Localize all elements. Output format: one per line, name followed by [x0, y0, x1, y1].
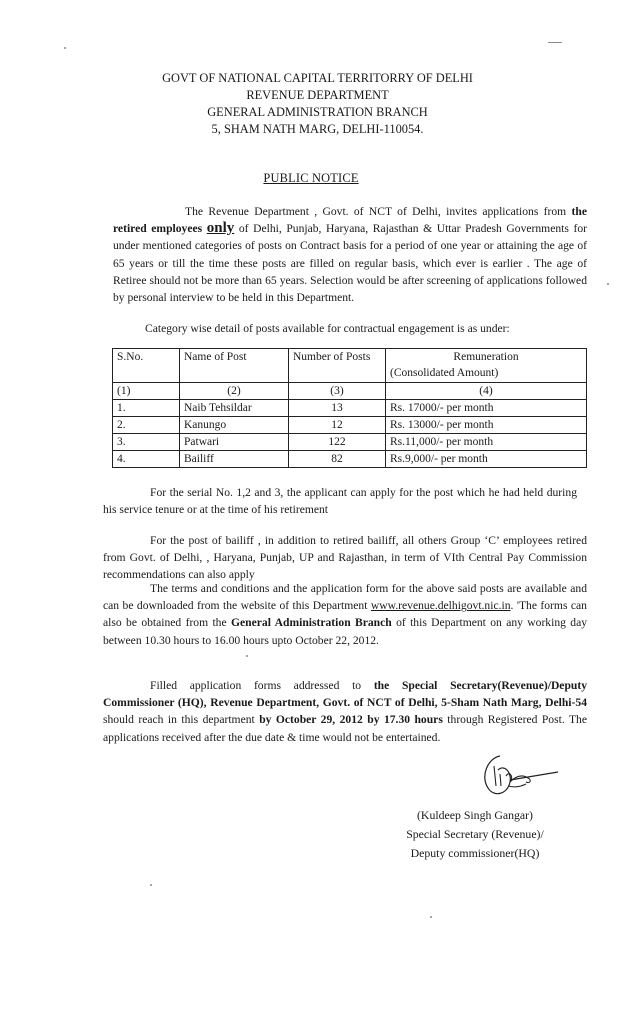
- colnum-2: (2): [180, 383, 289, 400]
- intro-only: only: [206, 220, 235, 237]
- header-remuneration: [386, 349, 587, 383]
- serial-paragraph: [103, 484, 577, 518]
- intro-part2: of Delhi, Punjab, Haryana, Rajasthan & Uttar Pradesh Governments for under mentioned categories of posts on Contract basis for a period of one year or attaining the age of 65 years or till the time these posts are filled on regular basis, which ever is earlier . The age of Retiree should not be more than 65 years. Selection would be after screening of applications followed by personal interview to be held in this Department.: [113, 222, 587, 305]
- signatory-title1: Special Secretary (Revenue)/: [406, 827, 544, 841]
- terms-branch: General Administration Branch: [231, 616, 392, 630]
- header-remuneration-label: Remuneration: [453, 351, 519, 363]
- scan-speck: [548, 42, 562, 43]
- terms-part1: The terms and conditions and the application form for the above said posts are available and can be downloaded from the website of this Department: [103, 582, 587, 613]
- header-address: 5, SHAM NATH MARG, DELHI-110054.: [211, 122, 424, 136]
- row-pay: Rs.11,000/- per month: [386, 434, 587, 451]
- signatory-block: [360, 806, 590, 863]
- filled-addressee: the Special Secretary(Revenue)/Deputy Commissioner (HQ), Revenue Department, Govt. of NCT of Delhi, 5-Sham Nath Marg, Delhi-54: [103, 679, 588, 710]
- table-row: [113, 434, 587, 451]
- header-post: Name of Post: [180, 349, 289, 383]
- signatory-name: (Kuldeep Singh Gangar): [417, 808, 533, 822]
- row-post: Naib Tehsildar: [180, 400, 289, 417]
- notice-title: PUBLIC NOTICE: [263, 171, 359, 185]
- table-row: [113, 451, 587, 468]
- filled-deadline: by October 29, 2012 by 17.30 hours: [259, 713, 443, 727]
- terms-paragraph: [103, 580, 587, 649]
- table-header-row: [113, 349, 587, 383]
- row-pay: Rs. 13000/- per month: [386, 417, 587, 434]
- filled-part3: through Registered Post. The applications received after the due date & time would not be entertained.: [103, 713, 587, 744]
- terms-part3: of this Department on any working day between 10.30 hours to 16.00 hours upto October 22, 2012.: [103, 616, 588, 647]
- header-govt: GOVT OF NATIONAL CAPITAL TERRITORRY OF DELHI: [162, 71, 473, 85]
- letterhead: [0, 70, 635, 138]
- scan-speck: [607, 283, 609, 285]
- table-row: [113, 400, 587, 417]
- row-count: 122: [289, 434, 386, 451]
- row-sno: 4.: [113, 451, 180, 468]
- row-post: Bailiff: [180, 451, 289, 468]
- header-count: Number of Posts: [289, 349, 386, 383]
- intro-retired: the retired employees: [113, 205, 587, 236]
- scan-speck: [150, 884, 152, 886]
- filled-part1: Filled application forms addressed to: [150, 679, 362, 692]
- row-count: 82: [289, 451, 386, 468]
- intro-paragraph: [113, 203, 587, 306]
- colnum-1: (1): [113, 383, 180, 400]
- colnum-4: (4): [386, 383, 587, 400]
- header-branch: GENERAL ADMINISTRATION BRANCH: [207, 105, 428, 119]
- table-colnum-row: [113, 383, 587, 400]
- row-sno: 2.: [113, 417, 180, 434]
- bailiff-paragraph: [103, 532, 587, 584]
- header-consolidated: (Consolidated Amount): [390, 367, 499, 379]
- website-link[interactable]: www.revenue.delhigovt.nic.in: [370, 599, 511, 613]
- filled-part2: should reach in this department: [103, 713, 255, 727]
- row-post: Patwari: [180, 434, 289, 451]
- intro-part1: The Revenue Department , Govt. of NCT of Delhi, invites applications from: [185, 205, 567, 218]
- handwritten-signature: [470, 748, 560, 808]
- row-pay: Rs. 17000/- per month: [386, 400, 587, 417]
- row-sno: 3.: [113, 434, 180, 451]
- row-sno: 1.: [113, 400, 180, 417]
- row-pay: Rs.9,000/- per month: [386, 451, 587, 468]
- header-sno: S.No.: [113, 349, 180, 383]
- row-post: Kanungo: [180, 417, 289, 434]
- table-row: [113, 417, 587, 434]
- bailiff-text: For the post of bailiff , in addition to retired bailiff, all others Group ‘C’ employees retired from Govt. of Delhi, , Haryana, Punjab, UP and Rajasthan, in term of VIth Central Pay Commission recommendations can also apply: [103, 534, 587, 582]
- scan-speck: [64, 47, 66, 49]
- header-department: REVENUE DEPARTMENT: [246, 88, 389, 102]
- row-count: 12: [289, 417, 386, 434]
- scan-speck: [246, 655, 248, 657]
- filled-paragraph: [103, 677, 587, 746]
- row-count: 13: [289, 400, 386, 417]
- serial-text: For the serial No. 1,2 and 3, the applicant can apply for the post which he had held during his service tenure or at the time of his retirement: [103, 486, 577, 517]
- category-line: Category wise detail of posts available for contractual engagement is as under:: [145, 322, 510, 335]
- posts-table: [112, 348, 587, 468]
- colnum-3: (3): [289, 383, 386, 400]
- signatory-title2: Deputy commissioner(HQ): [410, 846, 540, 860]
- scan-speck: [430, 916, 432, 918]
- terms-part2: . 'The forms can also be obtained from the: [103, 599, 587, 630]
